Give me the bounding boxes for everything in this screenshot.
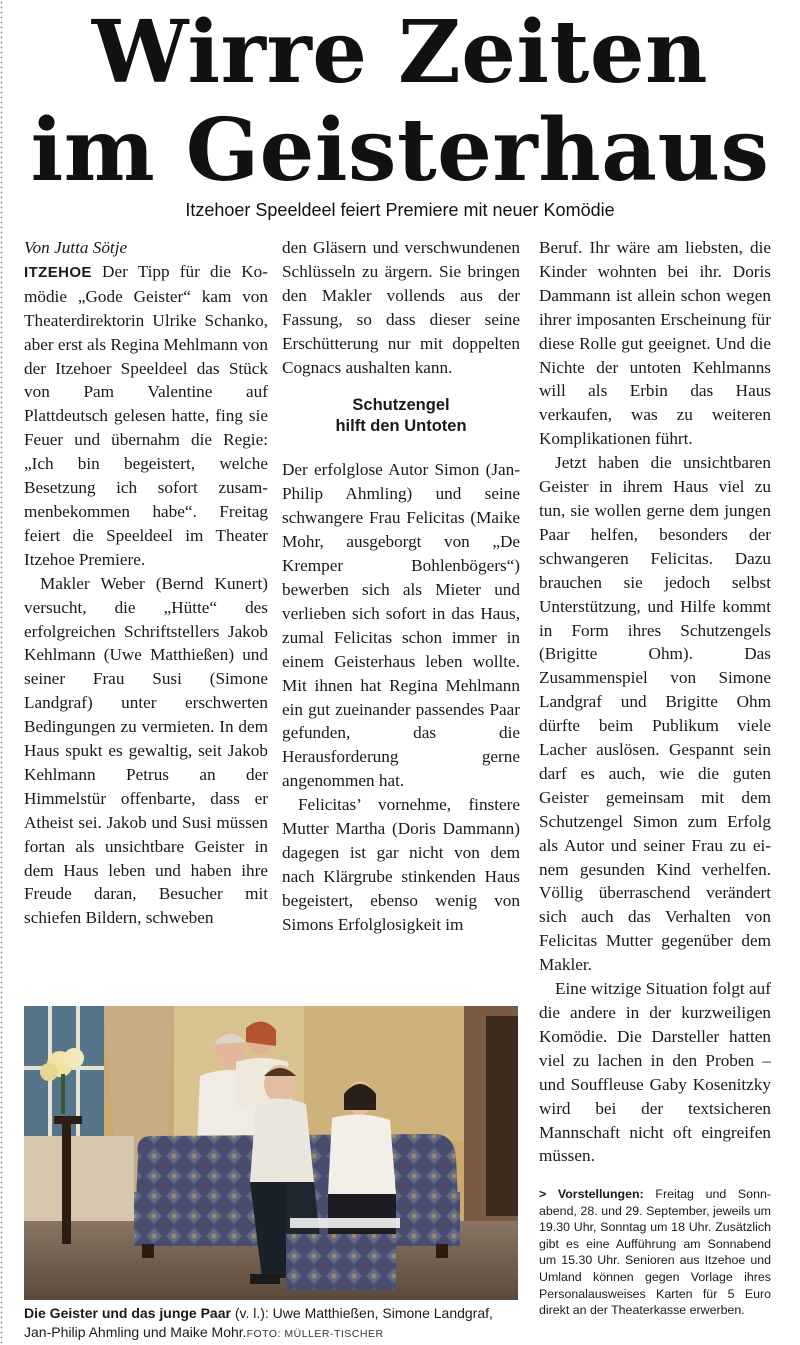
article-column-2 xyxy=(282,236,520,937)
crosshead xyxy=(282,395,520,437)
info-label: > Vorstellungen: xyxy=(539,1187,644,1201)
caption-text: (v. l.): Uwe Matthießen, Simone Landgraf, Jan-Philip Ahmling und Maike Mohr. xyxy=(24,1305,493,1340)
stage-photo xyxy=(24,1006,518,1300)
crosshead-line-1: Schutzengel xyxy=(352,396,450,415)
paragraph: Beruf. Ihr wäre am liebsten, die Kinder wohnten bei ihr. Doris Dammann ist allein schon wegen ihrer imposanten Erscheinung für diese Rolle gut geeignet. Und die Nichte der untoten Kehlmanns will als Erbin das Haus verkaufen, was zu weiteren Komplikationen führt. xyxy=(539,238,771,449)
performance-info-box xyxy=(539,1186,771,1319)
caption-lead: Die Geister und das junge Paar xyxy=(24,1305,231,1321)
paragraph: Eine witzige Situation folgt auf die andere in der kurzweiligen Komödie. Die Darsteller hatten viel zu lachen in den Proben – und Souffleuse Gaby Kosenitzky wird bei der textsicheren Mannschaft nicht oft eingreifen müssen. xyxy=(539,979,771,1166)
paragraph: Makler Weber (Bernd Kunert) versucht, die „Hütte“ des erfolgreichen Schriftstellers Jakob Kehlmann (Uwe Matthießen) und seiner Frau Susi (Simone Landgraf) unter erschwerten Bedingungen zu vermieten. In dem Haus spukt es gewaltig, seit Jakob Kehlmann Petrus an der Himmelstür offenbarte, dass er Atheist sei. Jakob und Susi müssen fortan als unsichtbare Geister in dem Haus leben und haben ihre Freude daran, Besucher mit schiefen Bildern, schweben xyxy=(24,573,268,928)
dateline: ITZEHOE xyxy=(24,263,92,281)
paragraph: den Gläsern und verschwundenen Schlüsseln zu ärgern. Sie bringen den Makler vollends aus der Fassung, so dass dieser seine Erschütterung nur mit doppelten Cognacs aushalten kann. xyxy=(282,238,520,377)
paragraph-text: Der Tipp für die Komödie „Gode Geister“ kam von Theaterdirektorin Ulrike Schanko, aber erst als Regina Mehlmann von der Itzehoer Speeldeel das Stück von Pam Valentine auf Plattdeutsch gelesen hatte, fing sie Feuer und übernahm die Regie: „Ich bin begeistert, welche Besetzung ich sofort zusammenbekommen habe“. Freitag feiert die Speeldeel im Theater Itzehoe Premiere. xyxy=(24,261,268,569)
byline: Von Jutta Sötje xyxy=(24,238,128,257)
paragraph: Jetzt haben die unsichtbaren Geister in ihrem Haus viel zu tun, sie wollen gerne dem jungen Paar helfen, besonders der schwangeren Felicitas. Dazu brauchen sie jedoch selbst Unterstützung, und Hilfe kommt in Form ihres Schutzengels (Brigitte Ohm). Das Zusammenspiel von Simone Landgraf und Brigitte Ohm dürfte beim Publikum viele Lacher auslösen. Gespannt sein darf es auch, wie die guten Geister gemeinsam mit dem Schutzengel Simon zum Erfolg als Autor und seiner Frau zu einem gesunden Kind verhelfen. Völlig überraschend verändert sich auch das Verhalten von Felicitas Mutter gegenüber dem Makler. xyxy=(539,453,771,975)
headline-line-2: im Geisterhaus xyxy=(30,100,770,201)
subheadline: Itzehoer Speeldeel feiert Premiere mit neuer Komödie xyxy=(185,200,615,220)
paragraph: Felicitas’ vornehme, finstere Mutter Martha (Doris Dammann) dagegen ist gar nicht von dem nach Klärgrube stinkenden Haus begeistert, ebenso wenig von Simons Erfolglosigkeit im xyxy=(282,795,520,934)
info-text: Freitag und Sonnabend, 28. und 29. September, jeweils um 19.30 Uhr, Sonntag um 18 Uhr. Zusätzlich gibt es eine Aufführung am Sonnabend um 15.30 Uhr. Senioren aus Itzehoe und Umland können gegen Vorlage ihres Personalausweises Karten für 5 Euro direkt an der Theaterkasse erwerben. xyxy=(539,1187,771,1318)
article-column-1 xyxy=(24,236,268,930)
headline-line-1: Wirre Zeiten xyxy=(91,2,709,103)
stage-photo-illustration xyxy=(24,1006,518,1300)
paragraph xyxy=(24,260,268,572)
photo-caption xyxy=(24,1304,524,1344)
crosshead-line-2: hilft den Untoten xyxy=(335,417,467,436)
paragraph: Der erfolglose Autor Simon (Jan-Philip Ahmling) und seine schwangere Frau Felicitas (Maike Mohr, ausgeborgt von „De Kremper Bohlenbögers“) bewerben sich als Mieter und verlieben sich sofort in das Haus, zumal Felicitas schon immer in einem Geisterhaus leben wollte. Mit ihnen hat Regina Mehlmann ein gut zueinander passendes Paar gefunden, das die Herausforderung gerne angenommen hat. xyxy=(282,460,520,791)
article-column-3 xyxy=(539,236,771,1168)
photo-credit: FOTO: MÜLLER-TISCHER xyxy=(246,1328,384,1340)
